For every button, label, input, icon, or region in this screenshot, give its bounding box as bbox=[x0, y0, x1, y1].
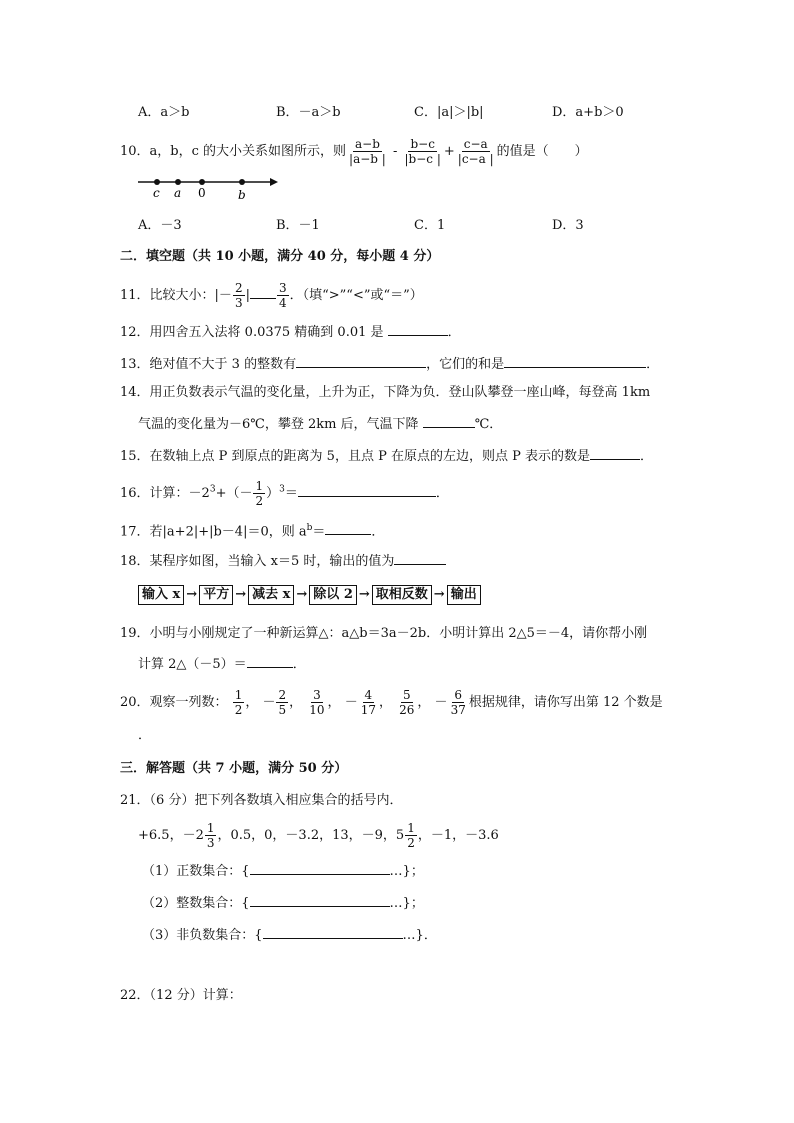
q20-fraction-4: $\frac{4}{17}$ bbox=[360, 688, 376, 717]
q9-option-c: C．|a|＞|b| bbox=[414, 105, 484, 120]
label-a: a bbox=[174, 186, 182, 200]
q16-blank[interactable] bbox=[298, 482, 436, 497]
q9-option-d: D．a+b＞0 bbox=[552, 105, 624, 120]
q17: 17．若|a+2|+|b－4|＝0，则 $a^b=$ ． bbox=[120, 518, 384, 542]
q21-numbers: +6.5，－2 $\frac{1}{3}$ ，0.5，0，－3.2，13，－9，5 $\frac{1}{2}$ ，－1，－3.6 bbox=[138, 821, 499, 850]
q13: 13．绝对值不大于 3 的整数有 ，它们的和是 ． bbox=[120, 353, 659, 375]
q20-fraction-5: $\frac{5}{26}$ bbox=[399, 688, 415, 717]
q15-blank[interactable] bbox=[590, 445, 640, 460]
q10-fraction-3: $\frac{c-a}{|c-a |}$ bbox=[457, 137, 494, 166]
q18-flowchart bbox=[138, 585, 481, 605]
q17-blank[interactable] bbox=[325, 520, 371, 535]
q21-blank-2[interactable] bbox=[250, 892, 390, 907]
section-3-heading: 三．解答题（共 7 小题，满分 50 分） bbox=[120, 761, 348, 776]
q19-line-2: 计算 2△（－5）＝ ． bbox=[138, 653, 306, 675]
q10-options bbox=[138, 216, 690, 236]
q11-fraction-1: $\frac{2}{3}$ bbox=[234, 281, 243, 310]
flow-box-square: 平方 bbox=[199, 585, 233, 605]
q13-blank-1[interactable] bbox=[296, 353, 426, 368]
q19-blank[interactable] bbox=[247, 653, 293, 668]
q10-fraction-2: $\frac{b-c}{|b-c |}$ bbox=[404, 137, 441, 166]
q12-blank[interactable] bbox=[388, 321, 448, 336]
q20-fraction-3: $\frac{3}{10}$ bbox=[309, 688, 325, 717]
q18-blank[interactable] bbox=[394, 550, 446, 565]
q10-option-b: B．－1 bbox=[276, 218, 320, 233]
q11-blank[interactable] bbox=[250, 284, 276, 299]
q10-text: a，b，c 的大小关系如图所示，则 bbox=[149, 144, 347, 159]
flow-arrow-icon: → bbox=[235, 587, 247, 602]
q21-set-1: （1）正数集合：{ …}； bbox=[142, 860, 424, 882]
q9-options bbox=[138, 103, 690, 123]
q20-fraction-2: $\frac{2}{5}$ bbox=[278, 688, 287, 717]
label-b: b bbox=[238, 188, 246, 202]
q10-text-end: 的值是（ ） bbox=[496, 144, 588, 159]
flow-box-subtract: 减去 x bbox=[248, 585, 294, 605]
q20: 20．观察一列数： $\frac{1}{2}$ ， － $\frac{2}{5}$ ， $\frac{3}{10}$ ， － $\frac{4}{17}$ ， $\frac{5}{26}$ ， － $\frac{6}{37}$ 根据规律，请你写出第 12 个数是 bbox=[120, 688, 663, 717]
flow-arrow-icon: → bbox=[186, 587, 198, 602]
q14-line-2: 气温的变化量为－6℃，攀登 2km 后，气温下降 ℃． bbox=[138, 413, 502, 435]
q21-blank-1[interactable] bbox=[250, 860, 390, 875]
point-a bbox=[175, 179, 181, 185]
q21-title: 21．（6 分）把下列各数填入相应集合的括号内． bbox=[120, 793, 403, 808]
q21-mixed-2: $\frac{1}{2}$ bbox=[407, 821, 415, 850]
q20-end: ． bbox=[138, 728, 152, 743]
q10-option-a: A．－3 bbox=[138, 218, 182, 233]
label-0: 0 bbox=[198, 186, 206, 200]
flow-box-input: 输入 x bbox=[138, 585, 184, 605]
q21-mixed-1: $\frac{1}{3}$ bbox=[206, 821, 215, 850]
label-c: c bbox=[153, 186, 160, 200]
q10-stem bbox=[120, 137, 588, 166]
point-b bbox=[239, 179, 245, 185]
q21-set-3: （3）非负数集合：{ …}． bbox=[142, 924, 437, 946]
q10-option-d: D．3 bbox=[552, 218, 584, 233]
q11-fraction-2: $\frac{3}{4}$ bbox=[278, 281, 287, 310]
q18: 18．某程序如图，当输入 x＝5 时，输出的值为 bbox=[120, 550, 446, 572]
q10-fraction-1: $\frac{a-b}{|a-b |}$ bbox=[349, 137, 386, 166]
q9-option-a: A．a＞b bbox=[138, 105, 190, 120]
flow-arrow-icon: → bbox=[433, 587, 445, 602]
q16: 16．计算：$-2^3+(-$ $\frac{1}{2}$ ）$^3$＝ ． bbox=[120, 479, 449, 508]
flow-box-negate: 取相反数 bbox=[372, 585, 432, 605]
q14-blank[interactable] bbox=[423, 413, 475, 428]
q11: 11．比较大小：|－ $\frac{2}{3}$ | $\frac{3}{4}$ ．（填“>”“<”或“＝”） bbox=[120, 281, 423, 310]
q20-fraction-6: $\frac{6}{37}$ bbox=[450, 688, 466, 717]
flow-box-divide: 除以 2 bbox=[309, 585, 357, 605]
q10-number-line bbox=[135, 172, 285, 202]
q15: 15．在数轴上点 P 到原点的距离为 5，且点 P 在原点的左边，则点 P 表示的数是 ． bbox=[120, 445, 653, 467]
q20-fraction-1: $\frac{1}{2}$ bbox=[234, 688, 243, 717]
q21-set-2: （2）整数集合：{ …}； bbox=[142, 892, 424, 914]
flow-arrow-icon: → bbox=[358, 587, 370, 602]
q13-blank-2[interactable] bbox=[504, 353, 646, 368]
point-0 bbox=[199, 179, 205, 185]
flow-arrow-icon: → bbox=[296, 587, 308, 602]
q16-fraction: $\frac{1}{2}$ bbox=[255, 479, 264, 508]
number-line-arrow-icon bbox=[270, 178, 278, 186]
q12: 12．用四舍五入法将 0.0375 精确到 0.01 是 ． bbox=[120, 321, 461, 343]
q10-number: 10． bbox=[120, 144, 150, 159]
q10-op2: + bbox=[443, 144, 455, 159]
flow-box-output: 输出 bbox=[447, 585, 481, 605]
q14-line-1: 14．用正负数表示气温的变化量，上升为正，下降为负．登山队攀登一座山峰，每登高 1km bbox=[120, 385, 651, 400]
q21-blank-3[interactable] bbox=[263, 924, 403, 939]
q10-option-c: C．1 bbox=[414, 218, 446, 233]
q9-option-b: B．－a＞b bbox=[276, 105, 341, 120]
q22-title: 22．（12 分）计算： bbox=[120, 988, 242, 1003]
section-2-heading: 二．填空题（共 10 小题，满分 40 分，每小题 4 分） bbox=[120, 249, 440, 264]
point-c bbox=[154, 179, 160, 185]
q10-op1: - bbox=[388, 144, 402, 159]
q19-line-1: 19．小明与小刚规定了一种新运算△：a△b＝3a－2b．小明计算出 2△5＝－4，请你帮小刚 bbox=[120, 626, 648, 641]
